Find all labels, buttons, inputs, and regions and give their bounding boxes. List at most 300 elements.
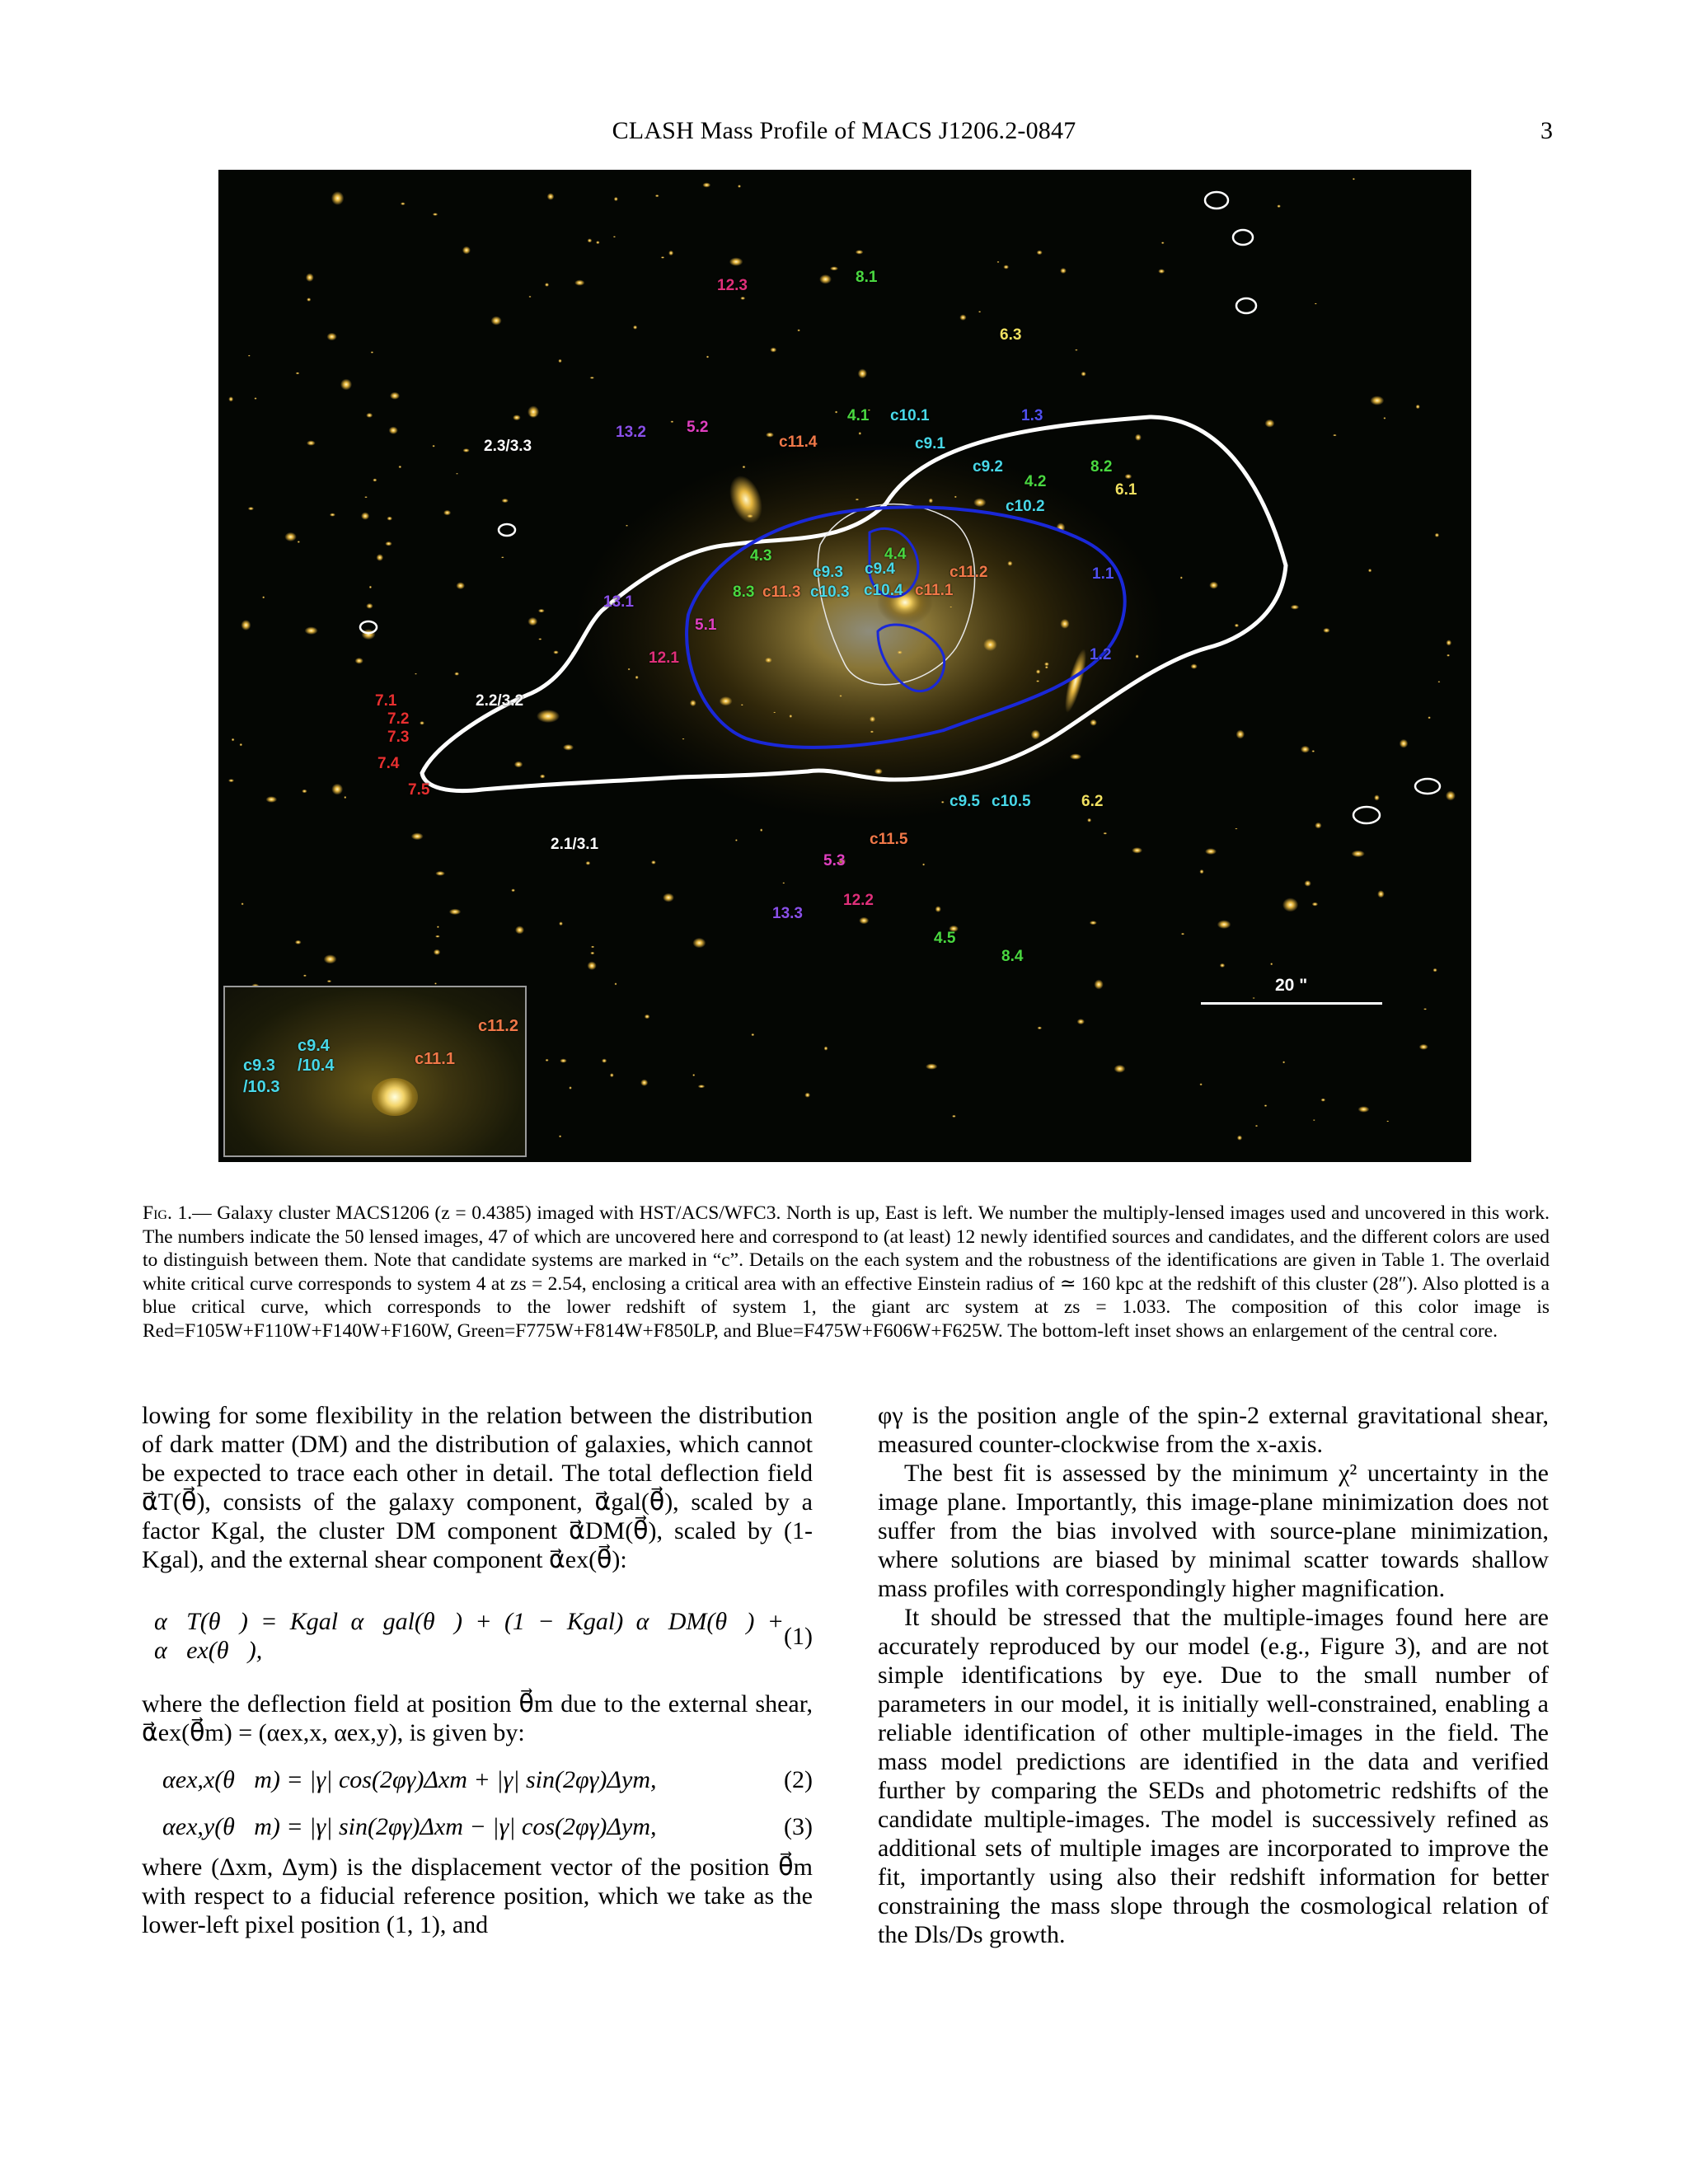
- background-galaxy: [655, 194, 659, 197]
- background-galaxy: [1315, 823, 1321, 829]
- right-para-2: The best fit is assessed by the minimum χ² uncertainty in the image plane. Importantly, this image-plane minimization does not suffer from the bias involved with source-plane minimization, where solutions are biased by minimal scatter towards shallow mass profiles with correspondingly higher magnification.: [878, 1460, 1549, 1602]
- background-galaxy: [615, 982, 617, 985]
- background-galaxy: [390, 392, 400, 400]
- background-galaxy: [1235, 624, 1239, 627]
- caption-label: Fig. 1.: [143, 1202, 193, 1224]
- caption-text: — Galaxy cluster MACS1206 (z = 0.4385) imaged with HST/ACS/WFC3. North is up, East is left. We number the multiply-lensed images used and uncovered in this work. The numbers indicate the 50 lensed images, 47 of which are uncovered here and correspond to (at least) 12 newly identified sources and candidates, and the different colors are used to distinguish between them. Note that candidate systems are marked in “c”. Details on the each system and the robustness of the identifications are given in Table 1. The overlaid white critical curve corresponds to system 4 at zs = 2.54, enclosing a critical area with an effective Einstein radius of ≃ 160 kpc at the redshift of this cluster (28″). Also plotted is a blue critical curve, which corresponds to the lower redshift of system 1, the giant arc system at zs = 1.033. The composition of this color image is Red=F105W+F110W+F140W+F160W, Green=F775W+F814W+F850LP, and Blue=F475W+F606W+F625W. The bottom-left inset shows an enlargement of the central core.: [143, 1202, 1550, 1342]
- background-galaxy: [432, 445, 434, 448]
- background-galaxy: [692, 1074, 695, 1076]
- background-galaxy: [613, 236, 616, 237]
- left-para-2: where the deflection field at position θ⃗m due to the external shear, α⃗ex(θ⃗m) = (αex,x, αex,y), is given by:: [142, 1690, 813, 1746]
- background-galaxy: [298, 541, 300, 543]
- background-galaxy: [766, 433, 774, 438]
- background-galaxy: [1333, 434, 1337, 436]
- background-galaxy: [1321, 1099, 1326, 1102]
- background-galaxy: [559, 921, 563, 926]
- background-galaxy: [574, 280, 584, 286]
- background-galaxy: [1114, 1065, 1126, 1073]
- lensed-image-label: 6.3: [1000, 326, 1022, 344]
- lensed-image-label: 8.3: [733, 583, 755, 601]
- background-galaxy: [738, 185, 741, 188]
- background-galaxy: [1312, 902, 1318, 907]
- background-galaxy: [740, 297, 745, 300]
- lensed-image-label: c11.4: [779, 434, 818, 451]
- background-galaxy: [941, 801, 945, 804]
- background-galaxy: [241, 902, 244, 905]
- lensed-image-label: c9.4: [865, 560, 895, 578]
- background-galaxy: [1205, 848, 1217, 855]
- background-galaxy: [651, 860, 656, 865]
- background-galaxy: [591, 946, 594, 949]
- background-galaxy: [1180, 576, 1183, 579]
- lensed-image-label: 2.2/3.2: [476, 692, 524, 710]
- background-galaxy: [1081, 372, 1086, 377]
- background-galaxy: [789, 715, 792, 718]
- background-galaxy: [228, 396, 233, 401]
- background-galaxy: [248, 355, 251, 357]
- background-galaxy: [437, 926, 439, 928]
- background-galaxy: [327, 333, 337, 341]
- background-galaxy: [1132, 847, 1142, 853]
- background-galaxy: [859, 432, 862, 435]
- background-galaxy: [1037, 251, 1043, 255]
- scale-bar-label: 20 ": [1275, 976, 1308, 995]
- lensed-image-label: c10.2: [1006, 498, 1045, 515]
- background-galaxy: [1007, 561, 1012, 566]
- background-galaxy: [232, 738, 235, 742]
- background-galaxy: [668, 251, 673, 255]
- background-galaxy: [254, 397, 256, 400]
- background-galaxy: [385, 541, 392, 546]
- background-galaxy: [538, 638, 542, 640]
- background-galaxy: [633, 326, 637, 330]
- background-galaxy: [1370, 396, 1384, 405]
- equation-2-number: (2): [784, 1766, 813, 1793]
- background-galaxy: [830, 266, 838, 270]
- left-column: [142, 1401, 813, 1939]
- background-galaxy: [1428, 716, 1431, 719]
- cluster-image-figure: [218, 170, 1471, 1162]
- background-galaxy: [804, 1093, 810, 1098]
- lensed-image-label: 13.1: [603, 593, 634, 611]
- lensed-image-label: c9.2: [973, 458, 1003, 476]
- right-para-1: φγ is the position angle of the spin-2 external gravitational shear, measured counter-clockwise from the x-axis.: [878, 1402, 1549, 1458]
- background-galaxy: [959, 315, 966, 321]
- background-galaxy: [420, 721, 424, 725]
- background-galaxy: [1301, 746, 1310, 753]
- background-galaxy: [590, 377, 595, 379]
- lensed-image-label: 1.2: [1090, 646, 1112, 663]
- background-galaxy: [782, 882, 785, 883]
- background-galaxy: [366, 603, 373, 609]
- background-galaxy: [296, 373, 300, 375]
- background-galaxy: [1255, 1125, 1259, 1127]
- background-galaxy: [456, 582, 465, 589]
- background-galaxy: [935, 906, 941, 912]
- background-galaxy: [528, 405, 539, 418]
- background-galaxy: [1060, 619, 1069, 629]
- background-galaxy: [1265, 419, 1275, 428]
- background-galaxy: [926, 1063, 937, 1069]
- background-galaxy: [586, 861, 591, 865]
- inset-label: c11.1: [415, 1050, 455, 1068]
- background-galaxy: [433, 213, 438, 216]
- background-galaxy: [1036, 680, 1039, 682]
- background-galaxy: [1435, 533, 1439, 537]
- background-galaxy: [266, 796, 278, 803]
- background-galaxy: [1045, 666, 1048, 668]
- lensed-image-label: 4.5: [934, 930, 956, 947]
- background-galaxy: [284, 532, 296, 541]
- background-galaxy: [1377, 890, 1384, 898]
- background-galaxy: [1423, 1008, 1427, 1010]
- background-galaxy: [670, 420, 673, 423]
- background-galaxy: [1199, 1083, 1202, 1085]
- lensed-image-label: 1.1: [1092, 565, 1114, 583]
- background-galaxy: [1446, 791, 1456, 801]
- right-para-3: It should be stressed that the multiple-images found here are accurately reproduced by our model (e.g., Figure 3), and are not simple identifications by eye. Due to the small number of parameters in our model, it is initially well-constrained, enabling a reliable identification of other multiple-images in the field. The mass model predictions are identified in the data and verified further by comparing the SEDs and photometric redshifts of the candidate multiple-images. The model is successively refined as additional sets of multiple images are incorporated to improve the fit, importantly using also their redshift information for better constraining the mass slope through the cosmological relation of the Dls/Ds growth.: [878, 1604, 1549, 1948]
- background-galaxy: [1161, 241, 1165, 244]
- background-galaxy: [1209, 582, 1218, 589]
- background-galaxy: [1217, 920, 1231, 929]
- background-galaxy: [602, 1059, 607, 1063]
- background-galaxy: [1236, 730, 1245, 739]
- background-galaxy: [1158, 269, 1165, 274]
- background-galaxy: [389, 427, 398, 434]
- background-galaxy: [373, 479, 377, 482]
- background-galaxy: [307, 440, 316, 445]
- background-galaxy: [366, 413, 373, 418]
- lensed-image-label: c10.3: [810, 583, 850, 601]
- background-galaxy: [765, 658, 772, 663]
- background-galaxy: [978, 311, 981, 312]
- inset-label: /10.4: [298, 1057, 335, 1075]
- lensed-image-label: c11.2: [950, 564, 988, 581]
- background-galaxy: [538, 609, 545, 613]
- background-galaxy: [569, 1086, 572, 1090]
- background-galaxy: [997, 261, 1000, 263]
- background-galaxy: [1090, 719, 1097, 726]
- background-galaxy: [435, 935, 440, 938]
- right-column: [878, 1401, 1549, 1949]
- lensed-image-label: c9.1: [915, 435, 945, 452]
- lensed-image-label: 13.3: [772, 905, 803, 922]
- core-inset: [223, 986, 527, 1157]
- background-galaxy: [434, 949, 440, 955]
- background-galaxy: [411, 832, 424, 840]
- left-para-1: lowing for some flexibility in the relation between the distribution of dark matter (DM) and the distribution of galaxies, which cannot be expected to trace each other in detail. The total deflection field α⃗T(θ⃗), consists of the galaxy component, α⃗gal(θ⃗), scaled by a factor Kgal, the cluster DM component α⃗DM(θ⃗), scaled by (1-Kgal), and the external shear component α⃗ex(θ⃗):: [142, 1402, 813, 1573]
- background-galaxy: [331, 191, 344, 205]
- background-galaxy: [973, 498, 986, 507]
- background-galaxy: [835, 411, 838, 414]
- background-galaxy: [415, 673, 417, 675]
- figure-caption: [143, 1202, 1550, 1343]
- background-galaxy: [462, 246, 471, 255]
- background-galaxy: [1437, 681, 1440, 682]
- lensed-image-label: 5.2: [687, 419, 709, 436]
- lensed-image-label: 13.2: [616, 424, 646, 441]
- background-galaxy: [1270, 963, 1273, 965]
- background-galaxy: [1447, 640, 1452, 645]
- lensed-image-label: 6.2: [1081, 793, 1104, 810]
- background-galaxy: [1383, 417, 1386, 419]
- background-galaxy: [692, 938, 706, 948]
- background-galaxy: [770, 348, 776, 353]
- background-galaxy: [547, 193, 555, 200]
- background-galaxy: [1313, 1119, 1315, 1121]
- background-galaxy: [1070, 753, 1081, 759]
- background-galaxy: [706, 356, 709, 359]
- background-galaxy: [859, 917, 869, 925]
- lensed-image-label: c9.5: [950, 793, 980, 810]
- lensed-image-label: c10.4: [864, 582, 903, 599]
- background-galaxy: [751, 1033, 754, 1036]
- background-galaxy: [1374, 794, 1380, 800]
- background-galaxy: [1358, 1106, 1370, 1113]
- lensed-image-label: c9.3: [813, 564, 843, 581]
- background-galaxy: [640, 1080, 648, 1086]
- background-galaxy: [511, 888, 515, 892]
- background-galaxy: [545, 283, 549, 287]
- background-galaxy: [588, 238, 593, 242]
- background-galaxy: [929, 499, 933, 504]
- scale-bar: [1201, 1002, 1382, 1005]
- background-galaxy: [1282, 1061, 1285, 1063]
- lensed-image-label: 7.1: [375, 692, 397, 710]
- lensed-image-label: c11.3: [762, 583, 801, 601]
- lensed-image-label: 8.2: [1090, 458, 1113, 476]
- background-galaxy: [682, 738, 685, 740]
- background-galaxy: [870, 731, 874, 733]
- equation-1-number: (1): [784, 1622, 813, 1650]
- equation-3-number: (3): [784, 1813, 813, 1840]
- background-galaxy: [240, 743, 243, 747]
- background-galaxy: [858, 368, 867, 378]
- background-galaxy: [950, 607, 952, 608]
- background-galaxy: [1237, 1136, 1242, 1141]
- lensed-image-label: 7.2: [387, 710, 410, 728]
- background-galaxy: [330, 513, 335, 517]
- background-galaxy: [626, 525, 628, 527]
- equation-2: [162, 1765, 813, 1794]
- equation-2-body: αex,x(θ⃗m) = |γ| cos(2φγ)Δxm + |γ| sin(2φγ)Δym,: [162, 1766, 657, 1793]
- background-galaxy: [1103, 832, 1107, 835]
- equation-3-body: αex,y(θ⃗m) = |γ| sin(2φγ)Δxm − |γ| cos(2φγ)Δym,: [162, 1813, 657, 1840]
- background-galaxy: [743, 466, 746, 468]
- background-galaxy: [1135, 654, 1138, 658]
- background-galaxy: [528, 617, 537, 626]
- lensed-image-label: 7.5: [408, 781, 430, 799]
- background-galaxy: [983, 639, 997, 651]
- lensed-image-label: 4.1: [847, 407, 870, 424]
- background-galaxy: [1305, 880, 1311, 887]
- background-galaxy: [856, 250, 864, 254]
- background-galaxy: [463, 448, 470, 452]
- background-galaxy: [563, 744, 574, 751]
- background-galaxy: [295, 940, 302, 944]
- background-galaxy: [369, 586, 372, 589]
- lensed-image-label: 2.1/3.1: [551, 836, 599, 853]
- background-galaxy: [514, 762, 523, 768]
- background-galaxy: [1075, 349, 1078, 351]
- background-galaxy: [702, 183, 710, 188]
- background-galaxy: [1368, 569, 1372, 572]
- lensed-image-label: 12.2: [843, 892, 874, 909]
- background-galaxy: [1353, 178, 1355, 180]
- background-galaxy: [1135, 434, 1142, 441]
- lensed-image-label: 4.3: [750, 547, 772, 565]
- background-galaxy: [1253, 997, 1255, 999]
- background-galaxy: [355, 658, 363, 664]
- background-galaxy: [741, 704, 743, 705]
- background-galaxy: [898, 651, 903, 654]
- background-galaxy: [443, 510, 451, 516]
- inset-label: /10.3: [243, 1078, 280, 1096]
- page-number: 3: [1540, 117, 1553, 144]
- background-galaxy: [306, 274, 314, 282]
- background-galaxy: [362, 629, 376, 640]
- lensed-image-label: 5.1: [695, 616, 717, 634]
- background-galaxy: [1416, 405, 1420, 409]
- background-galaxy: [364, 496, 368, 498]
- background-galaxy: [434, 982, 437, 985]
- lensed-image-label: 8.4: [1001, 948, 1024, 965]
- background-galaxy: [377, 554, 384, 561]
- background-galaxy: [307, 298, 311, 302]
- background-galaxy: [720, 696, 733, 705]
- background-galaxy: [773, 712, 776, 714]
- background-galaxy: [1044, 662, 1049, 666]
- background-galaxy: [528, 296, 531, 298]
- background-galaxy: [327, 980, 332, 982]
- background-galaxy: [797, 329, 800, 331]
- background-galaxy: [614, 197, 618, 201]
- background-galaxy: [590, 952, 594, 955]
- background-galaxy: [856, 499, 860, 500]
- lensed-image-label: c11.5: [870, 831, 908, 848]
- inset-bcg-core: [372, 1078, 418, 1116]
- background-galaxy: [588, 962, 597, 971]
- background-galaxy: [1077, 1019, 1085, 1024]
- background-galaxy: [331, 784, 343, 795]
- background-galaxy: [1031, 729, 1040, 739]
- background-galaxy: [449, 909, 461, 915]
- background-galaxy: [596, 241, 600, 244]
- background-galaxy: [248, 507, 254, 510]
- running-head: [0, 117, 1688, 150]
- background-galaxy: [839, 695, 842, 697]
- background-galaxy: [824, 1047, 828, 1051]
- background-galaxy: [1447, 654, 1450, 657]
- background-galaxy: [1400, 739, 1409, 748]
- background-galaxy: [610, 1073, 614, 1077]
- lensed-image-label: c10.5: [992, 793, 1031, 810]
- background-galaxy: [387, 517, 392, 521]
- background-galaxy: [454, 672, 459, 675]
- lensed-image-label: 7.3: [387, 729, 410, 746]
- background-galaxy: [874, 768, 883, 774]
- background-galaxy: [952, 1115, 956, 1118]
- background-galaxy: [1433, 968, 1437, 972]
- background-galaxy: [1060, 268, 1067, 274]
- background-galaxy: [1181, 933, 1184, 935]
- background-galaxy: [735, 839, 738, 841]
- background-galaxy: [241, 620, 251, 630]
- background-galaxy: [540, 775, 546, 779]
- background-galaxy: [553, 650, 559, 654]
- background-galaxy: [1311, 750, 1315, 752]
- background-galaxy: [1036, 669, 1040, 673]
- lensed-image-label: c10.1: [890, 407, 930, 424]
- inset-label: c11.2: [478, 1017, 518, 1035]
- background-galaxy: [501, 556, 504, 558]
- inset-label: c9.4: [298, 1037, 330, 1055]
- background-galaxy: [401, 202, 406, 205]
- equation-1-body: α⃗T(θ⃗) = Kgal α⃗gal(θ⃗) + (1 − Kgal) α⃗DM(θ⃗) + α⃗ex(θ⃗),: [154, 1608, 785, 1664]
- background-galaxy: [1419, 1044, 1428, 1050]
- background-galaxy: [1003, 265, 1009, 269]
- background-galaxy: [305, 626, 318, 635]
- background-galaxy: [1038, 1027, 1043, 1030]
- background-galaxy: [546, 1059, 549, 1062]
- background-galaxy: [515, 926, 524, 934]
- equation-3: [162, 1812, 813, 1841]
- background-galaxy: [1264, 1104, 1268, 1107]
- lensed-image-label: 5.3: [823, 852, 846, 869]
- background-galaxy: [819, 274, 832, 284]
- background-galaxy: [698, 1085, 706, 1088]
- background-galaxy: [645, 1015, 650, 1019]
- background-galaxy: [663, 893, 674, 902]
- background-galaxy: [262, 596, 265, 598]
- background-galaxy: [344, 796, 346, 799]
- lensed-image-label: 12.3: [717, 277, 748, 294]
- background-galaxy: [371, 351, 374, 354]
- lensed-image-label: 8.1: [856, 269, 878, 286]
- background-galaxy: [661, 256, 665, 259]
- background-galaxy: [1090, 921, 1097, 925]
- running-title: CLASH Mass Profile of MACS J1206.2-0847: [612, 117, 1076, 144]
- lensed-image-label: 2.3/3.3: [484, 438, 532, 455]
- background-galaxy: [324, 954, 337, 963]
- inset-label: c9.3: [243, 1057, 275, 1075]
- background-galaxy: [1199, 869, 1203, 874]
- lensed-image-label: 4.4: [884, 546, 907, 563]
- lensed-image-label: 7.4: [377, 755, 400, 772]
- background-galaxy: [303, 975, 307, 977]
- background-galaxy: [456, 473, 458, 475]
- background-galaxy: [560, 1059, 566, 1063]
- background-galaxy: [502, 499, 509, 503]
- background-galaxy: [729, 257, 743, 265]
- background-galaxy: [1386, 1121, 1389, 1122]
- lensed-image-label: 12.1: [649, 649, 679, 667]
- background-galaxy: [1235, 828, 1237, 830]
- background-galaxy: [228, 779, 234, 782]
- background-galaxy: [1220, 963, 1225, 968]
- equation-1: [154, 1607, 813, 1665]
- background-galaxy: [1282, 898, 1298, 912]
- background-galaxy: [760, 828, 762, 832]
- background-galaxy: [1095, 980, 1104, 990]
- background-galaxy: [1315, 303, 1317, 305]
- background-galaxy: [302, 790, 307, 794]
- background-galaxy: [1352, 851, 1365, 857]
- background-galaxy: [513, 415, 521, 420]
- background-galaxy: [559, 1135, 561, 1137]
- background-galaxy: [954, 496, 957, 499]
- background-galaxy: [1323, 628, 1329, 633]
